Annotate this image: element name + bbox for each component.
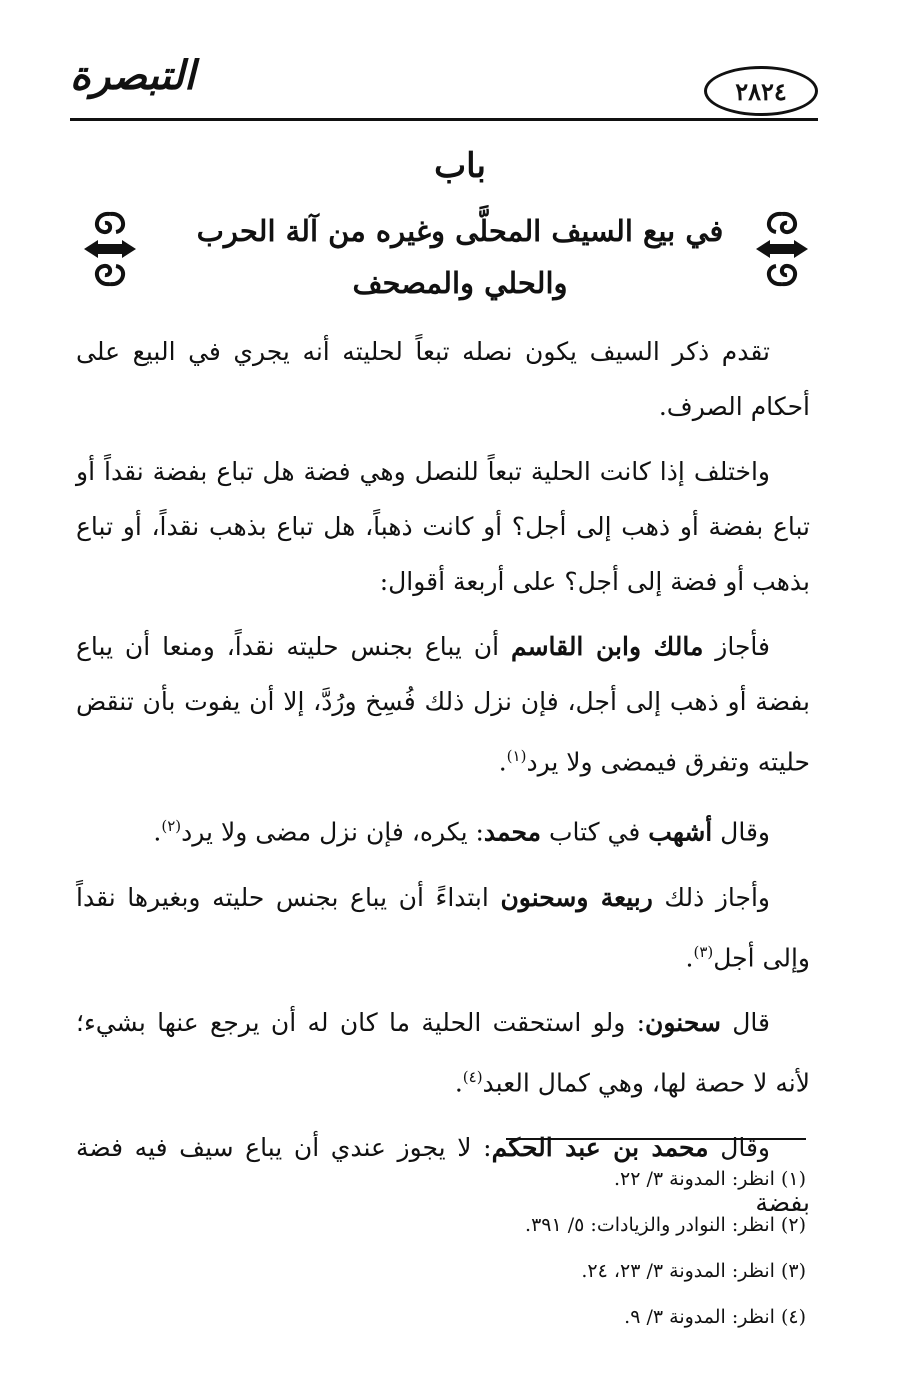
footnote-3: (٣) انظر: المدونة ٣/ ٢٣، ٢٤. <box>581 1260 806 1282</box>
paragraph-4 <box>76 799 810 859</box>
header-rule <box>70 118 818 121</box>
p4-end: . <box>153 817 162 847</box>
p4-text-rest: : يكره، فإن نزل مضى ولا يرد <box>181 817 484 847</box>
p5-text-rest: ابتداءً أن يباع بجنس حليته وبغيرها نقداً وإلى أجل <box>76 882 810 972</box>
footnote-ref-1[interactable]: (١) <box>506 747 527 765</box>
footnotes <box>76 1156 806 1340</box>
chapter-heading: باب <box>434 146 486 186</box>
page-header <box>70 44 818 120</box>
left-ornament-icon <box>78 206 142 292</box>
footnote-ref-2[interactable]: (٢) <box>161 817 182 836</box>
p6-text: قال <box>720 1007 770 1037</box>
paragraph-3 <box>76 619 810 789</box>
footnote-2: (٢) انظر: النوادر والزيادات: ٥/ ٣٩١. <box>525 1214 806 1236</box>
footnote-1: (١) انظر: المدونة ٣/ ٢٢. <box>613 1168 806 1190</box>
chapter-title-line2: والحلي والمصحف <box>352 266 568 300</box>
chapter-title-line1: في بيع السيف المحلَّى وغيره من آلة الحرب <box>196 214 724 248</box>
p7-name: محمد بن عبد الحكم <box>491 1133 709 1163</box>
paragraph-2: واختلف إذا كانت الحلية تبعاً للنصل وهي فضة هل تباع بفضة نقداً أو تباع بفضة أو ذهب إلى أجل؟ أو كانت ذهباً، هل تباع بذهب نقداً، أو تباع بذهب أو فضة إلى أجل؟ على أربعة أقوال: <box>76 457 810 596</box>
p5-end: . <box>685 942 694 972</box>
p3-end: . <box>498 747 507 777</box>
p4-name-1: أشهب <box>648 817 713 847</box>
footnote-4: (٤) انظر: المدونة ٣/ ٩. <box>624 1306 806 1328</box>
footnote-separator <box>506 1138 806 1140</box>
paragraph-6 <box>76 995 810 1110</box>
p6-text-rest: : ولو استحقت الحلية ما كان له أن يرجع عنها بشيء؛ لأنه لا حصة لها، وهي كمال العبد <box>76 1007 810 1098</box>
footnote-ref-3[interactable]: (٣) <box>693 942 714 961</box>
p3-text: فأجاز <box>703 632 770 661</box>
book-title-logo: التبصرة <box>70 52 196 99</box>
paragraph-1: تقدم ذكر السيف يكون نصله تبعاً لحليته أنه يجري في البيع على أحكام الصرف. <box>76 337 810 421</box>
p6-name: سحنون <box>645 1007 721 1037</box>
p5-text: وأجاز ذلك <box>652 882 770 912</box>
right-ornament-icon <box>750 206 814 292</box>
p4-text-mid: في كتاب <box>541 817 649 847</box>
p4-name-2: محمد <box>483 817 542 847</box>
paragraph-5 <box>76 870 810 985</box>
p3-text-rest: أن يباع بجنس حليته نقداً، ومنعا أن يباع بفضة أو ذهب إلى أجل، فإن نزل ذلك فُسِخ ورُدَّ، إلا أن يفوت بأن تنقض حليته وتفرق فيمضى ولا يرد <box>76 632 810 777</box>
p7-text-rest: : لا يجوز عندي أن يباع سيف فيه فضة بفضة <box>76 1133 810 1218</box>
footnote-ref-4[interactable]: (٤) <box>462 1067 483 1086</box>
page-number: ٢٨٢٤ <box>704 66 818 116</box>
p5-names: ربيعة وسحنون <box>500 882 653 912</box>
body-text <box>76 324 810 1240</box>
p3-names: مالك وابن القاسم <box>510 632 704 661</box>
p4-text: وقال <box>712 817 770 847</box>
p6-end: . <box>454 1068 463 1098</box>
p7-text: وقال <box>708 1133 770 1163</box>
